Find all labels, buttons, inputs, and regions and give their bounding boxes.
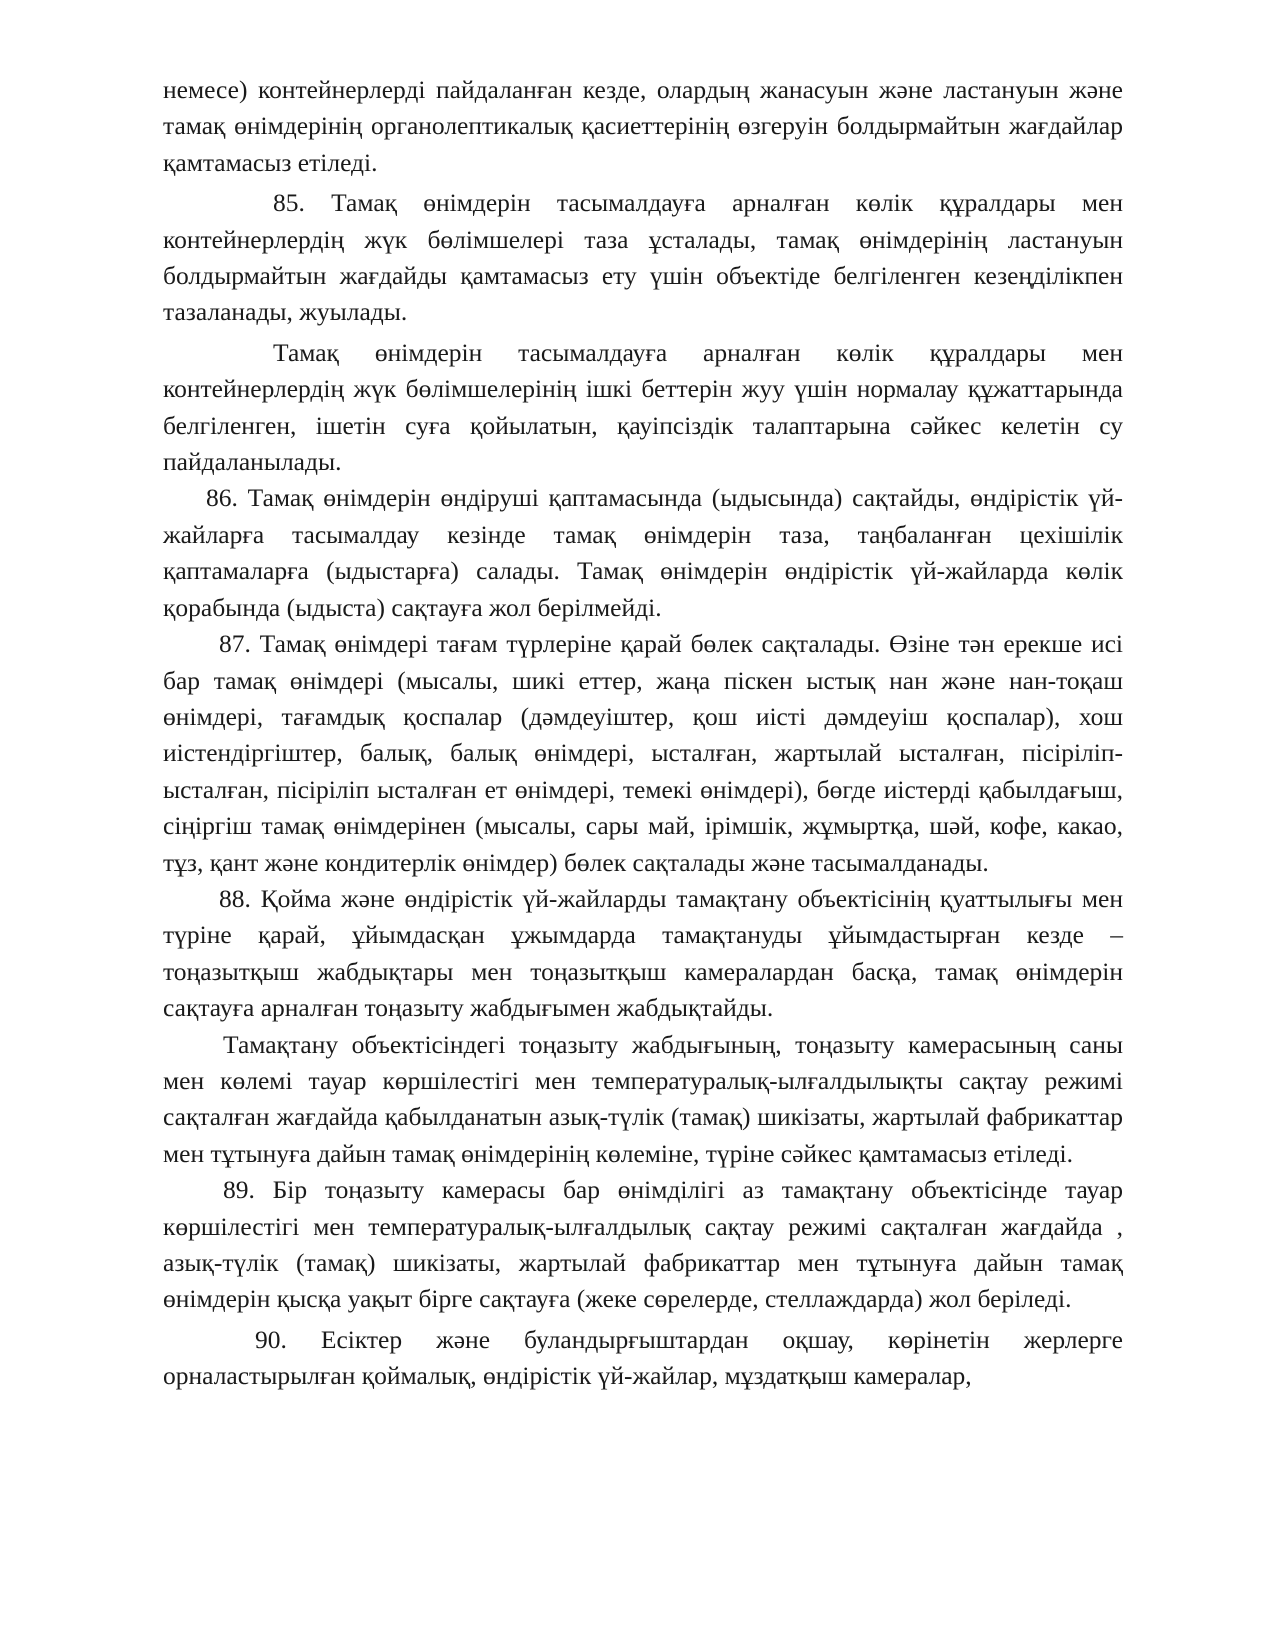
paragraph-86: 86. Тамақ өнімдерін өндіруші қаптамасында (ыдысында) сақтайды, өндірістік үй-жайларға тасымалдау кезінде тамақ өнімдерін таза, таңбаланған цехішілік қаптамаларға (ыдыстарға) салады. Тамақ өнімдерін өндірістік үй-жайларда көлік қорабында (ыдыста) сақтауға жол берілмейді. bbox=[163, 483, 1123, 622]
paragraph-88: 88. Қойма және өндірістік үй-жайларды тамақтану объектісінің қуаттылығы мен түріне қарай, ұйымдасқан ұжымдарда тамақтануды ұйымдастырған кезде – тоңазытқыш жабдықтары мен тоңазытқыш камералардан басқа, тамақ өнімдерін сақтауға арналған тоңазыту жабдығымен жабдықтайды. bbox=[163, 883, 1123, 1023]
paragraph-continuation: немесе) контейнерлерді пайдаланған кезде, олардың жанасуын және ластануын және тамақ өнімдерінің органолептикалық қасиеттерінің өзгеруін болдырмайтын жағдайлар қамтамасыз етіледі. bbox=[163, 75, 1123, 177]
paragraph-90: 90. Есіктер және буландырғыштардан оқшау, көрінетін жерлерге орналастырылған қоймалық, өндірістік үй-жайлар, мұздатқыш камералар, bbox=[163, 1324, 1123, 1391]
paragraph-85: 85. Тамақ өнімдерін тасымалдауға арналған көлік құралдары мен контейнерлердің жүк бөлімшелері таза ұсталады, тамақ өнімдерінің ластануын болдырмайтын жағдайды қамтамасыз ету үшін объектіде белгіленген кезеңділікпен тазаланады, жуылады. bbox=[163, 188, 1123, 327]
paragraph-88-continued: Тамақтану объектісіндегі тоңазыту жабдығының, тоңазыту камерасының саны мен көлемі тауар көршілестігі мен температуралық-ылғалдылықты сақтау режимі сақталған жағдайда қабылданатын азық-түлік (тамақ) шикізаты, жартылай фабрикаттар мен тұтынуға дайын тамақ өнімдерінің көлеміне, түріне сәйкес қамтамасыз етіледі. bbox=[163, 1029, 1123, 1168]
paragraph-89: 89. Бір тоңазыту камерасы бар өнімділігі аз тамақтану объектісінде тауар көршілестігі мен температуралық-ылғалдылық сақтау режимі сақталған жағдайда , азық-түлік (тамақ) шикізаты, жартылай фабрикаттар мен тұтынуға дайын тамақ өнімдерін қысқа уақыт бірге сақтауға (жеке сөрелерде, стеллаждарда) жол беріледі. bbox=[163, 1175, 1123, 1314]
document-page bbox=[163, 72, 1123, 1395]
paragraph-87: 87. Тамақ өнімдері тағам түрлеріне қарай бөлек сақталады. Өзіне тән ерекше исі бар тамақ өнімдері (мысалы, шикі еттер, жаңа піскен ыстық нан және нан-тоқаш өнімдері, тағамдық қоспалар (дәмдеуіштер, қош иісті дәмдеуіш қоспалар), хош иістендіргіштер, балық, балық өнімдері, ысталған, жартылай ысталған, пісіріліп-ысталған, пісіріліп ысталған ет өнімдері, темекі өнімдері), бөгде иістерді қабылдағыш, сіңіргіш тамақ өнімдерінен (мысалы, сары май, ірімшік, жұмыртқа, шәй, кофе, какао, тұз, қант және кондитерлік өнімдер) бөлек сақталады және тасымалданады. bbox=[163, 629, 1123, 877]
paragraph-85-continued: Тамақ өнімдерін тасымалдауға арналған көлік құралдары мен контейнерлердің жүк бөлімшелерінің ішкі беттерін жуу үшін нормалау құжаттарында белгіленген, ішетін суға қойылатын, қауіпсіздік талаптарына сәйкес келетін су пайдаланылады. bbox=[163, 337, 1123, 477]
